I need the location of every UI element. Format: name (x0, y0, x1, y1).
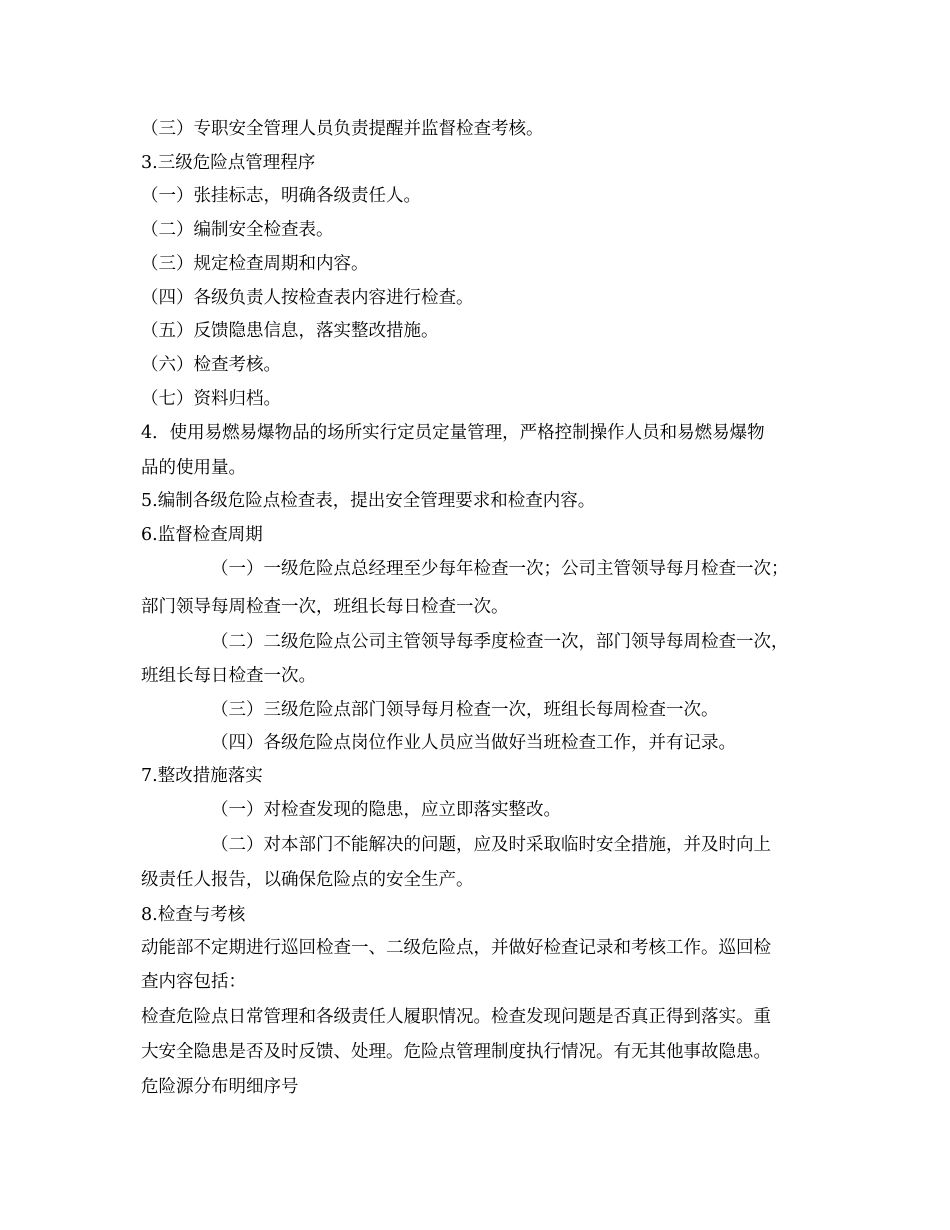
text-line: （六）检查考核。 (141, 355, 281, 375)
text-line: 班组长每日检查一次。 (141, 666, 316, 686)
text-line: 危险源分布明细序号 (141, 1077, 299, 1097)
text-line: 级责任人报告，以确保危险点的安全生产。 (141, 870, 474, 890)
text-line: （三）三级危险点部门领导每月检查一次，班组长每周检查一次。 (211, 700, 719, 720)
section-heading: 3.三级危险点管理程序 (141, 153, 316, 173)
text-line: 检查危险点日常管理和各级责任人履职情况。检查发现问题是否真正得到落实。重 (141, 1007, 771, 1027)
text-line: （三）规定检查周期和内容。 (141, 254, 369, 274)
section-heading: 7.整改措施落实 (141, 766, 263, 786)
text-line: 部门领导每周检查一次，班组长每日检查一次。 (141, 597, 509, 617)
text-line: 查内容包括： (141, 972, 246, 992)
section-heading: 6.监督检查周期 (141, 525, 263, 545)
text-line: （一）张挂标志，明确各级责任人。 (141, 186, 421, 206)
text-line: （五）反馈隐患信息，落实整改措施。 (141, 321, 439, 341)
text-line: 4．使用易燃易爆物品的场所实行定员定量管理，严格控制操作人员和易燃易爆物 (141, 423, 765, 443)
text-line: 动能部不定期进行巡回检查一、二级危险点，并做好检查记录和考核工作。巡回检 (141, 938, 771, 958)
text-line: 品的使用量。 (141, 458, 246, 478)
text-line: （二）编制安全检查表。 (141, 220, 334, 240)
text-line: （四）各级负责人按检查表内容进行检查。 (141, 288, 474, 308)
text-line: 大安全隐患是否及时反馈、处理。危险点管理制度执行情况。有无其他事故隐患。 (141, 1042, 771, 1062)
section-heading: 8.检查与考核 (141, 905, 246, 925)
text-line: （四）各级危险点岗位作业人员应当做好当班检查工作，并有记录。 (211, 733, 736, 753)
text-line: 5.编制各级危险点检查表，提出安全管理要求和检查内容。 (141, 491, 596, 511)
text-line: （三）专职安全管理人员负责提醒并监督检查考核。 (141, 119, 544, 139)
text-line: （一）一级危险点总经理至少每年检查一次；公司主管领导每月检查一次； (211, 559, 789, 579)
text-line: （二）对本部门不能解决的问题，应及时采取临时安全措施，并及时向上 (211, 835, 771, 855)
text-line: （二）二级危险点公司主管领导每季度检查一次，部门领导每周检查一次， (211, 632, 789, 652)
text-line: （七）资料归档。 (141, 389, 281, 409)
text-line: （一）对检查发现的隐患，应立即落实整改。 (211, 800, 561, 820)
